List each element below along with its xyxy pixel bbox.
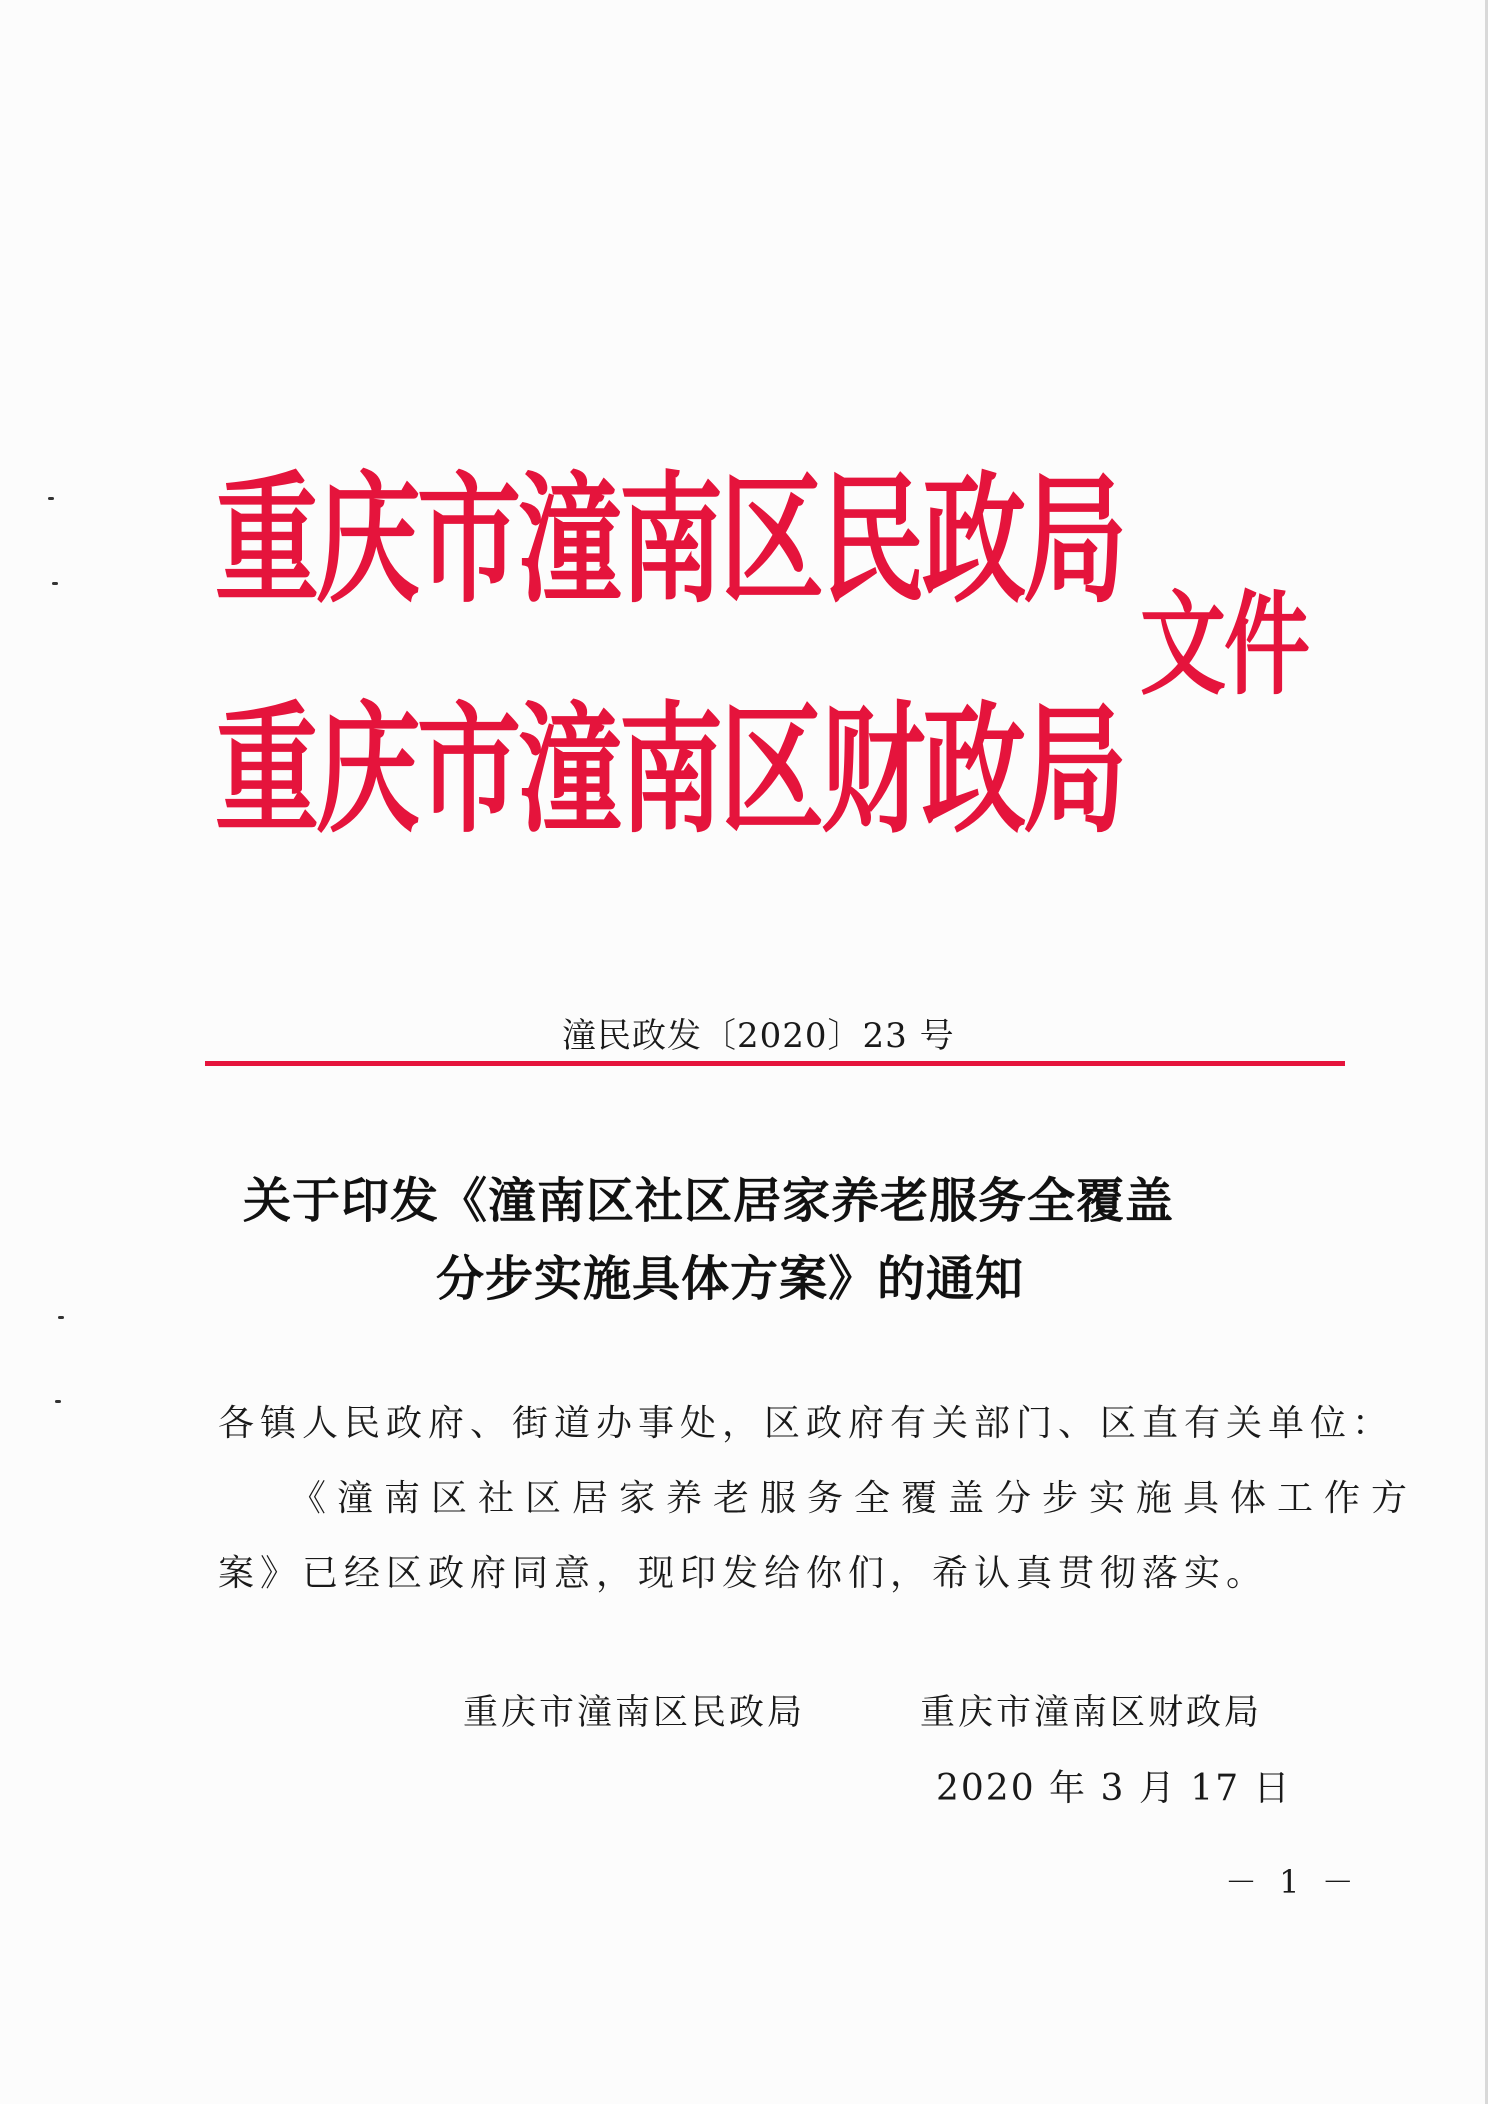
- page-number: － 1 －: [1225, 1863, 1360, 1901]
- issuer-line-finance: 重庆市潼南区财政局: [215, 687, 1125, 853]
- issuer-line-civil-affairs: 重庆市潼南区民政局: [215, 457, 1125, 623]
- document-title-line2: 分步实施具体方案》的通知: [436, 1251, 1025, 1307]
- document-number: 潼民政发〔2020〕23 号: [562, 1016, 955, 1056]
- issue-date: 2020 年 3 月 17 日: [936, 1768, 1292, 1809]
- document-suffix: 文件: [1140, 580, 1308, 711]
- addressee-line: 各镇人民政府、街道办事处，区政府有关部门、区直有关单位：: [218, 1403, 1395, 1444]
- signer-finance: 重庆市潼南区财政局: [920, 1693, 1263, 1733]
- scan-speck: [48, 497, 54, 500]
- red-divider-line: [205, 1061, 1345, 1066]
- signer-civil-affairs: 重庆市潼南区民政局: [463, 1693, 806, 1733]
- scan-speck: [55, 1400, 61, 1403]
- body-paragraph-line1: 《潼南区社区居家养老服务全覆盖分步实施具体工作方: [290, 1478, 1419, 1519]
- body-paragraph-line2: 案》已经区政府同意，现印发给你们，希认真贯彻落实。: [218, 1553, 1269, 1594]
- document-title-line1: 关于印发《潼南区社区居家养老服务全覆盖: [243, 1173, 1175, 1229]
- scan-speck: [52, 582, 58, 585]
- scan-speck: [58, 1316, 64, 1319]
